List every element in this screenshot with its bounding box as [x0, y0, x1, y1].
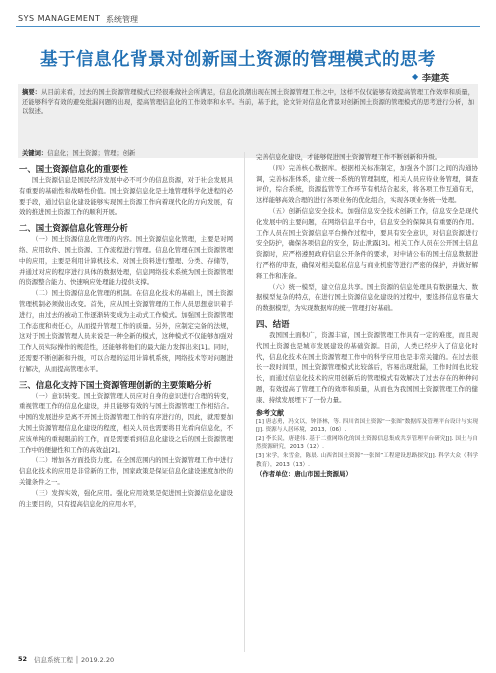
journal-column: 系统管理 [106, 15, 138, 24]
reference-item: [1] 唐志勇，冯文以，钟泽林，等. 四川省国土资源“一张图”数据库及管理平台设计与实现[J]. 资源与人居环境，2013,（06）. [256, 418, 478, 434]
reference-item: [2] 李长民，唐建伟. 基于二重网络化的国土资源信息集成共享管理平台研究[J]. 国土与自然资源研究，2013（12）. [256, 435, 478, 451]
keywords-label: 关键词： [22, 150, 48, 157]
author-name: 李建英 [422, 74, 450, 84]
header-divider [16, 26, 480, 27]
journal-name-en: SYS MANAGEMENT [18, 14, 101, 23]
section-title: 二、国土资源信息化管理分析 [19, 223, 128, 234]
section-title: 三、信息化支持下国土资源管理创新的主要策略分析 [19, 379, 212, 390]
paragraph: （二）增加各方面投资力度。在全国范围内的国土资源管理工作中进行信息化技术的应用是非常新的工作，国家政策是保证信息化建设速度加快的关键条件之一。 [19, 456, 233, 486]
paragraph: （五）创新信息安全技术。加强信息安全技术创新工作，信息安全是现代化发展中的主要问题，在网络信息平台中，信息安全的保障具有重要的作用。工作人员在国土资源信息平台操作过程中，要具有安全意识，对信息资源进行安全防护，确保各项信息的安全，防止泄露[3]。相关工作人员在公开国土信息资源时，应严格遵照政府信息公开条件的要求，对申请公布的国土信息数据进行严格的审查，确保对相关隐私信息与商业机密等进行严密的保护，并做好解释工作和准备。 [256, 206, 478, 280]
paragraph: （六）统一模型，建立信息共享。国土资源的信息处理具有数据量大、数据模型复杂的特点，在进行国土资源信息化建设的过程中，要选择信息容量大的数据模型，为实现数据库的统一管理打好基础。 [256, 282, 478, 313]
paragraph: 我国国土面积广，资源丰富，国土资源管理工作具有一定的难度，而且现代国土资源也是城市发展建设的基础资源。目前，人类已经步入了信息化时代，信息化技术在国土资源管理工作中的科学应用也是非常关键的。在过去很长一段时间里，国土资源管理模式比较落后，容易出现纰漏，工作时间也比较长，而通过信息化技术的应用创新后的管理模式有效解决了过去存在的种种问题，有效提高了管理工作的效率和质量，从而也为我国国土资源管理工作的健康、持续发展埋下了一份力量。 [256, 330, 478, 404]
abstract-label: 摘要： [22, 89, 42, 96]
paragraph: （一）国土资源信息化管理的内容。国土资源信息化管理，主要是对网络、应用软件、国土资源、工作流程进行管理。信息化管理在国土资源管理中的应用，主要是利用计算机技术、对国土资料进行整理、分类、存储等，并通过对应的程序进行具体的数据处理，信息网络技术系统为国土资源管理的资源整合能力、快速响应处理能力提供支撑。 [19, 235, 233, 287]
section-title: 一、国土资源信息化的重要性 [19, 164, 128, 174]
section-title: 四、结语 [256, 318, 290, 329]
reference-item: [3] 宋学，朱雪金，陈晨. 山西省国土资源“一张图”工程建设思路探究[J]. 科学大众（科学教育），2013（13）. [256, 452, 478, 468]
author-affiliation: （作者单位：唐山市国土资源局） [256, 470, 352, 479]
left-column [19, 163, 233, 509]
diamond-icon: ◆ [412, 72, 419, 81]
column-separator [244, 152, 245, 652]
keywords-text: 信息化；国土资源；管理；创新 [47, 150, 136, 157]
paragraph: （二）国土资源信息化管理的机制。在信息化技术的基础上，国土资源管理机制必须做出改变。首先，应从国土资源管理的工作人员思想意识着手进行，由过去的被动工作逐渐转变成为主动式工作模式。加强国土资源管理工作态度和责任心，从而提升管理工作的质量。另外，应制定完备的法规，这对于国土资源管理人员来说是一种全新的模式，这种模式不仅能够加强对工作人员实际操作的规范性，还能够将他们的最大能力发挥出来[1]。同时，还需要不断创新和升级，可以合理的运用计算机系统，网络技术等对问题进行解决，从而提高管理水平。 [19, 289, 233, 373]
right-column [256, 152, 478, 480]
footer-journal-info: 信息系统工程 │ 2019.2.20 [34, 656, 115, 664]
paragraph: （四）完善核心数据库。根据相关标准制定，加强各个部门之间的沟通协调，完善标准体系，建立统一系统的管理制度，相关人员应待业务管理，调查评价，综合系统，资源监管等工作环节有机结合起来，将各项工作互通有无，这样能够高效合理的进行各项业务的优化组合，实现各项业务统一处理。 [256, 163, 478, 205]
abstract-text: 从目前来看，过去的国土资源管理模式已经很难做社会所满足，信息化浪潮出现在国土资源管理工作之中，这样不仅仅能够有效提高管理工作效率和质量，还能够科学有效的避免纰漏问题的出现，提高管理信息化的工作效率和水平。当前，基于此，论文针对信息化背景对创新国土资源的管理模式的思考进行分析，加以叙述。 [22, 89, 475, 116]
references-title: 参考文献 [256, 408, 284, 417]
abstract [22, 88, 474, 117]
page-number: 52 [18, 655, 28, 663]
paragraph: （一）意识转变。国土资源管理人员应对自身的意识进行合理的转变，重视管理工作的信息化建设，并且能够有效的与国土资源管理工作相结合。中国的发展进步是离不开国土资源管理工作的有序进行的，因此，就需要加大国土资源管理信息化建设的程度，相关人员也需要将目光看向信息化，不应该单纯的重视眼前的工作，而是需要看到信息化建设之后的国土资源管理工作中的便捷性和工作的高效益[2]。 [19, 391, 233, 454]
paragraph: 国土资源信息是国民经济发展中必不可少的信息资源，对于社会发展具有重要的基础性和战略性价值。国土资源信息化是土地管理科学化进程的必要手段，通过信息化建设能够实现国土资源工作向着现代化的方向发展，有效的推进国土资源工作的顺利开展。 [19, 176, 233, 217]
paragraph: 完善信息化建设，才能够促进国土资源管理工作不断创新和升级。 [256, 153, 442, 161]
article-title: 基于信息化背景对创新国土资源的管理模式的思考 [40, 50, 436, 70]
paragraph: （三）发挥实效，强化应用。强化应用效果是促进国土资源信息化建设的主要目的，只有提高信息化的应用水平， [19, 488, 233, 508]
